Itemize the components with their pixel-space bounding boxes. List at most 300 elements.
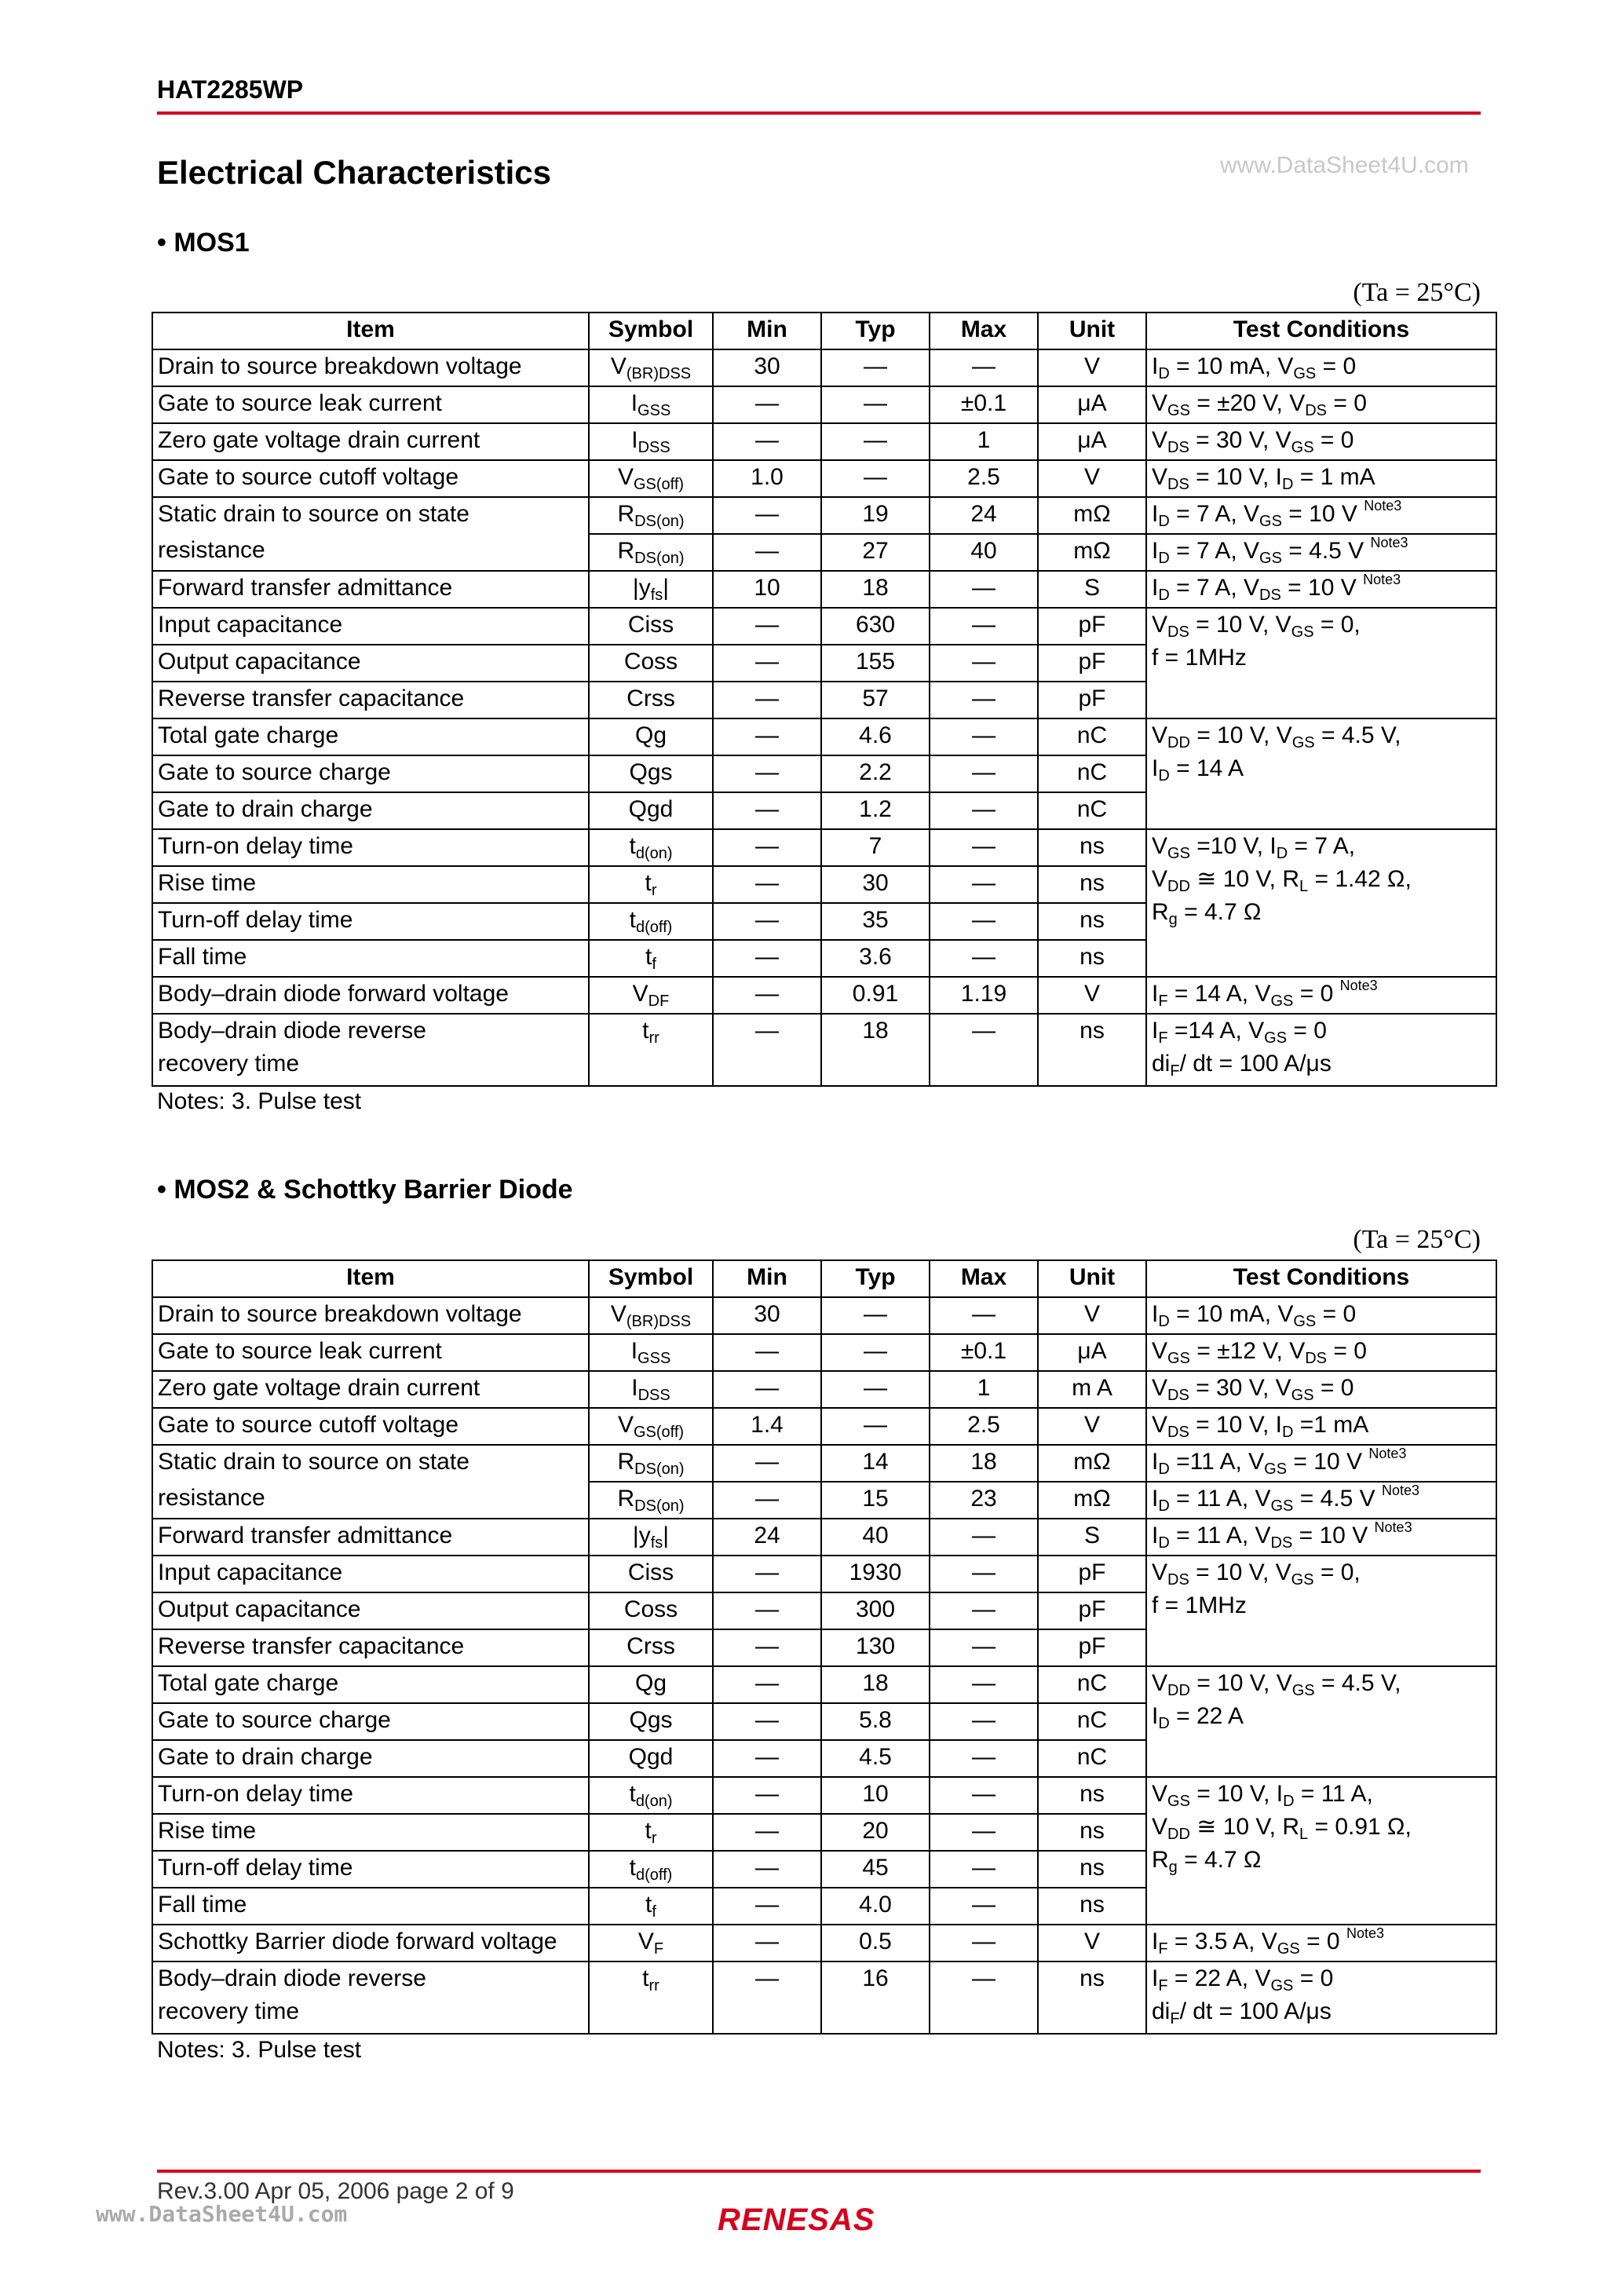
symbol-cell: $R_{DS(on)}$ (589, 1445, 713, 1482)
max-cell: — (930, 1014, 1038, 1086)
typ-cell: — (821, 423, 930, 460)
min-cell: — (713, 1629, 821, 1666)
typ-cell: 35 (821, 903, 930, 940)
unit-cell: ns (1038, 940, 1146, 977)
column-header: Item (152, 313, 589, 349)
test-conditions-cell: $I_D = 7$ A, $V_{GS} = 4.5$ V $^{Note3}$ (1146, 534, 1496, 571)
header-row (152, 1260, 1496, 1297)
test-conditions-cell: $V_{DS} = 30$ V, $V_{GS} = 0$ (1146, 423, 1496, 460)
unit-cell: μA (1038, 386, 1146, 423)
item-cell: Output capacitance (152, 645, 589, 682)
min-cell: — (713, 718, 821, 755)
column-header: Symbol (589, 1260, 713, 1297)
min-cell: — (713, 534, 821, 571)
footer-rule (157, 2170, 1481, 2173)
symbol-cell: Qgs (589, 1703, 713, 1740)
symbol-cell: $t_{d(off)}$ (589, 1851, 713, 1888)
item-cell: Input capacitance (152, 1556, 589, 1592)
unit-cell: V (1038, 977, 1146, 1014)
min-cell: — (713, 1666, 821, 1703)
test-conditions-cell: $I_F = 14$ A, $V_{GS} = 0$ $^{Note3}$ (1146, 977, 1496, 1014)
max-cell: — (930, 349, 1038, 386)
max-cell: — (930, 571, 1038, 608)
typ-cell: — (821, 386, 930, 423)
unit-cell: ns (1038, 1014, 1146, 1086)
min-cell: 1.4 (713, 1408, 821, 1445)
typ-cell: 0.5 (821, 1925, 930, 1961)
column-header: Unit (1038, 313, 1146, 349)
min-cell: — (713, 1482, 821, 1519)
max-cell: — (930, 608, 1038, 645)
typ-cell: 18 (821, 1014, 930, 1086)
mos1-table (152, 312, 1497, 1087)
symbol-cell: $V_F$ (589, 1925, 713, 1961)
renesas-logo: RENESAS (718, 2203, 875, 2237)
max-cell: — (930, 1961, 1038, 2034)
unit-cell: pF (1038, 645, 1146, 682)
unit-cell: nC (1038, 1740, 1146, 1777)
footer-revision: Rev.3.00 Apr 05, 2006 page 2 of 9 (157, 2178, 514, 2204)
item-cell: Turn-off delay time (152, 903, 589, 940)
typ-cell: 18 (821, 571, 930, 608)
header-row (152, 313, 1496, 349)
min-cell: 24 (713, 1519, 821, 1556)
typ-cell: 40 (821, 1519, 930, 1556)
table-row (152, 608, 1496, 645)
item-cell: Gate to source leak current (152, 1334, 589, 1371)
typ-cell: 2.2 (821, 755, 930, 792)
unit-cell: m A (1038, 1371, 1146, 1408)
table-row (152, 349, 1496, 386)
max-cell: ±0.1 (930, 386, 1038, 423)
max-cell: — (930, 645, 1038, 682)
item-cell: Fall time (152, 940, 589, 977)
test-conditions-cell: $V_{DD} = 10$ V, $V_{GS} = 4.5$ V, $I_D = 14$ A (1146, 718, 1496, 829)
table-row (152, 1371, 1496, 1408)
typ-cell: 0.91 (821, 977, 930, 1014)
min-cell: — (713, 1334, 821, 1371)
min-cell: — (713, 1556, 821, 1592)
min-cell: 30 (713, 349, 821, 386)
symbol-cell: $|y_{fs}|$ (589, 1519, 713, 1556)
item-cell: resistance (152, 534, 589, 571)
symbol-cell: Qgd (589, 792, 713, 829)
table-row (152, 1014, 1496, 1086)
max-cell: 40 (930, 534, 1038, 571)
unit-cell: ns (1038, 1814, 1146, 1851)
unit-cell: nC (1038, 792, 1146, 829)
max-cell: 18 (930, 1445, 1038, 1482)
item-cell: Drain to source breakdown voltage (152, 349, 589, 386)
table-row (152, 423, 1496, 460)
column-header: Typ (821, 1260, 930, 1297)
unit-cell: mΩ (1038, 1482, 1146, 1519)
min-cell: — (713, 1961, 821, 2034)
table-row (152, 1961, 1496, 2034)
max-cell: — (930, 1814, 1038, 1851)
max-cell: — (930, 1851, 1038, 1888)
unit-cell: mΩ (1038, 1445, 1146, 1482)
typ-cell: 18 (821, 1666, 930, 1703)
symbol-cell: $t_{rr}$ (589, 1014, 713, 1086)
min-cell: — (713, 1777, 821, 1814)
unit-cell: V (1038, 460, 1146, 497)
typ-cell: 30 (821, 866, 930, 903)
column-header: Test Conditions (1146, 313, 1496, 349)
unit-cell: V (1038, 349, 1146, 386)
column-header: Test Conditions (1146, 1260, 1496, 1297)
min-cell: — (713, 1371, 821, 1408)
typ-cell: — (821, 1334, 930, 1371)
symbol-cell: Coss (589, 1592, 713, 1629)
max-cell: — (930, 1703, 1038, 1740)
symbol-cell: Ciss (589, 1556, 713, 1592)
section-heading-mos1: • MOS1 (157, 228, 250, 258)
max-cell: — (930, 718, 1038, 755)
unit-cell: pF (1038, 1556, 1146, 1592)
unit-cell: pF (1038, 608, 1146, 645)
item-cell: Turn-on delay time (152, 829, 589, 866)
table-row (152, 1334, 1496, 1371)
unit-cell: V (1038, 1925, 1146, 1961)
table-row (152, 1777, 1496, 1814)
typ-cell: 130 (821, 1629, 930, 1666)
max-cell: 2.5 (930, 1408, 1038, 1445)
column-header: Typ (821, 313, 930, 349)
min-cell: 10 (713, 571, 821, 608)
item-cell: Turn-off delay time (152, 1851, 589, 1888)
item-cell: Gate to source cutoff voltage (152, 1408, 589, 1445)
min-cell: 1.0 (713, 460, 821, 497)
symbol-cell: Qg (589, 1666, 713, 1703)
item-cell: Rise time (152, 866, 589, 903)
symbol-cell: $V_{(BR)DSS}$ (589, 349, 713, 386)
column-header: Min (713, 1260, 821, 1297)
column-header: Max (930, 1260, 1038, 1297)
symbol-cell: $R_{DS(on)}$ (589, 1482, 713, 1519)
item-cell: Reverse transfer capacitance (152, 1629, 589, 1666)
table-row (152, 1445, 1496, 1482)
symbol-cell: Ciss (589, 608, 713, 645)
typ-cell: 7 (821, 829, 930, 866)
max-cell: 1 (930, 1371, 1038, 1408)
symbol-cell: Coss (589, 645, 713, 682)
symbol-cell: $I_{GSS}$ (589, 1334, 713, 1371)
test-conditions-cell: $I_D = 10$ mA, $V_{GS} = 0$ (1146, 1297, 1496, 1334)
item-cell: Forward transfer admittance (152, 571, 589, 608)
min-cell: — (713, 497, 821, 534)
typ-cell: 27 (821, 534, 930, 571)
min-cell: — (713, 1703, 821, 1740)
min-cell: — (713, 1888, 821, 1925)
item-cell: Input capacitance (152, 608, 589, 645)
item-cell: Zero gate voltage drain current (152, 423, 589, 460)
min-cell: — (713, 829, 821, 866)
item-cell: Schottky Barrier diode forward voltage (152, 1925, 589, 1961)
symbol-cell: Qgs (589, 755, 713, 792)
min-cell: — (713, 1014, 821, 1086)
max-cell: 1.19 (930, 977, 1038, 1014)
unit-cell: μA (1038, 423, 1146, 460)
symbol-cell: $V_{GS(off)}$ (589, 460, 713, 497)
min-cell: — (713, 386, 821, 423)
item-cell: Turn-on delay time (152, 1777, 589, 1814)
typ-cell: 300 (821, 1592, 930, 1629)
max-cell: — (930, 792, 1038, 829)
max-cell: — (930, 1519, 1038, 1556)
unit-cell: V (1038, 1408, 1146, 1445)
max-cell: — (930, 1592, 1038, 1629)
footer-watermark: www.DataSheet4U.com (96, 2201, 348, 2227)
test-conditions-cell: $I_D = 11$ A, $V_{GS} = 4.5$ V $^{Note3}$ (1146, 1482, 1496, 1519)
test-conditions-cell: $I_D =11$ A, $V_{GS} = 10$ V $^{Note3}$ (1146, 1445, 1496, 1482)
max-cell: — (930, 755, 1038, 792)
column-header: Unit (1038, 1260, 1146, 1297)
item-cell: Total gate charge (152, 1666, 589, 1703)
test-conditions-cell: $I_D = 7$ A, $V_{DS} = 10$ V $^{Note3}$ (1146, 571, 1496, 608)
unit-cell: ns (1038, 903, 1146, 940)
table-row (152, 386, 1496, 423)
item-cell: Fall time (152, 1888, 589, 1925)
test-conditions-cell: $V_{DS} = 10$ V, $V_{GS} = 0$, f = 1MHz (1146, 1556, 1496, 1666)
item-cell: Reverse transfer capacitance (152, 682, 589, 718)
symbol-cell: $R_{DS(on)}$ (589, 534, 713, 571)
typ-cell: 1.2 (821, 792, 930, 829)
unit-cell: pF (1038, 1592, 1146, 1629)
max-cell: — (930, 1925, 1038, 1961)
item-cell: Drain to source breakdown voltage (152, 1297, 589, 1334)
symbol-cell: $V_{GS(off)}$ (589, 1408, 713, 1445)
unit-cell: ns (1038, 866, 1146, 903)
max-cell: — (930, 1666, 1038, 1703)
max-cell: — (930, 829, 1038, 866)
table-row (152, 1297, 1496, 1334)
unit-cell: mΩ (1038, 497, 1146, 534)
min-cell: — (713, 1851, 821, 1888)
item-cell: Zero gate voltage drain current (152, 1371, 589, 1408)
symbol-cell: $I_{GSS}$ (589, 386, 713, 423)
item-cell: Body–drain diode reverse recovery time (152, 1014, 589, 1086)
symbol-cell: Crss (589, 682, 713, 718)
max-cell: — (930, 1888, 1038, 1925)
table-row (152, 1408, 1496, 1445)
unit-cell: nC (1038, 1703, 1146, 1740)
typ-cell: 4.6 (821, 718, 930, 755)
test-conditions-cell: $I_D = 11$ A, $V_{DS} = 10$ V $^{Note3}$ (1146, 1519, 1496, 1556)
max-cell: — (930, 1297, 1038, 1334)
header-rule (157, 112, 1481, 115)
min-cell: — (713, 903, 821, 940)
item-cell: Total gate charge (152, 718, 589, 755)
test-conditions-cell: $V_{DS} = 10$ V, $I_D =1$ mA (1146, 1408, 1496, 1445)
notes-mos1: Notes: 3. Pulse test (157, 1088, 362, 1114)
ta-condition-mos2: (Ta = 25°C) (1353, 1225, 1481, 1254)
column-header: Max (930, 313, 1038, 349)
typ-cell: — (821, 460, 930, 497)
min-cell: — (713, 682, 821, 718)
column-header: Min (713, 313, 821, 349)
table-row (152, 534, 1496, 571)
test-conditions-cell: $I_F =14$ A, $V_{GS} = 0$ $di_F/$ dt = 100 A/μs (1146, 1014, 1496, 1086)
table-row (152, 1482, 1496, 1519)
typ-cell: 5.8 (821, 1703, 930, 1740)
unit-cell: ns (1038, 1851, 1146, 1888)
test-conditions-cell: $V_{GS} =10$ V, $I_D = 7$ A, $V_{DD}$ ≅ 10 V, $R_L = 1.42$ Ω, $R_g = 4.7$ Ω (1146, 829, 1496, 977)
symbol-cell: $|y_{fs}|$ (589, 571, 713, 608)
typ-cell: — (821, 1408, 930, 1445)
unit-cell: ns (1038, 829, 1146, 866)
symbol-cell: $t_f$ (589, 1888, 713, 1925)
ta-condition-mos1: (Ta = 25°C) (1353, 278, 1481, 307)
table-row (152, 718, 1496, 755)
symbol-cell: $t_{d(on)}$ (589, 1777, 713, 1814)
typ-cell: 20 (821, 1814, 930, 1851)
unit-cell: ns (1038, 1961, 1146, 2034)
min-cell: — (713, 608, 821, 645)
item-cell: Static drain to source on state (152, 1445, 589, 1482)
typ-cell: 3.6 (821, 940, 930, 977)
item-cell: Gate to drain charge (152, 792, 589, 829)
column-header: Item (152, 1260, 589, 1297)
symbol-cell: $t_{d(on)}$ (589, 829, 713, 866)
symbol-cell: $t_f$ (589, 940, 713, 977)
item-cell: Forward transfer admittance (152, 1519, 589, 1556)
typ-cell: 19 (821, 497, 930, 534)
typ-cell: 14 (821, 1445, 930, 1482)
test-conditions-cell: $V_{GS} = \pm 20$ V, $V_{DS} = 0$ (1146, 386, 1496, 423)
unit-cell: nC (1038, 755, 1146, 792)
unit-cell: μA (1038, 1334, 1146, 1371)
unit-cell: V (1038, 1297, 1146, 1334)
typ-cell: — (821, 1297, 930, 1334)
test-conditions-cell: $V_{DS} = 10$ V, $V_{GS} = 0$, f = 1MHz (1146, 608, 1496, 718)
item-cell: Gate to source charge (152, 1703, 589, 1740)
max-cell: 24 (930, 497, 1038, 534)
test-conditions-cell: $V_{GS} = 10$ V, $I_D = 11$ A, $V_{DD}$ ≅ 10 V, $R_L = 0.91$ Ω, $R_g = 4.7$ Ω (1146, 1777, 1496, 1925)
unit-cell: nC (1038, 1666, 1146, 1703)
unit-cell: S (1038, 571, 1146, 608)
min-cell: — (713, 645, 821, 682)
max-cell: — (930, 1740, 1038, 1777)
max-cell: — (930, 903, 1038, 940)
symbol-cell: $t_r$ (589, 1814, 713, 1851)
table-row (152, 460, 1496, 497)
table-row (152, 1925, 1496, 1961)
symbol-cell: $R_{DS(on)}$ (589, 497, 713, 534)
max-cell: — (930, 1777, 1038, 1814)
typ-cell: 15 (821, 1482, 930, 1519)
max-cell: 2.5 (930, 460, 1038, 497)
table-row (152, 1556, 1496, 1592)
test-conditions-cell: $V_{GS} = \pm 12$ V, $V_{DS} = 0$ (1146, 1334, 1496, 1371)
typ-cell: 4.5 (821, 1740, 930, 1777)
test-conditions-cell: $V_{DS} = 10$ V, $I_D = 1$ mA (1146, 460, 1496, 497)
test-conditions-cell: $I_D = 7$ A, $V_{GS} = 10$ V $^{Note3}$ (1146, 497, 1496, 534)
min-cell: — (713, 792, 821, 829)
typ-cell: — (821, 1371, 930, 1408)
item-cell: Gate to drain charge (152, 1740, 589, 1777)
symbol-cell: $V_{DF}$ (589, 977, 713, 1014)
symbol-cell: Qg (589, 718, 713, 755)
test-conditions-cell: $I_F = 22$ A, $V_{GS} = 0$ $di_F/$ dt = 100 A/μs (1146, 1961, 1496, 2034)
unit-cell: S (1038, 1519, 1146, 1556)
max-cell: 23 (930, 1482, 1038, 1519)
watermark: www.DataSheet4U.com (1220, 152, 1469, 178)
typ-cell: 155 (821, 645, 930, 682)
max-cell: — (930, 1556, 1038, 1592)
unit-cell: mΩ (1038, 534, 1146, 571)
min-cell: — (713, 1925, 821, 1961)
max-cell: — (930, 682, 1038, 718)
notes-mos2: Notes: 3. Pulse test (157, 2037, 362, 2063)
item-cell: Output capacitance (152, 1592, 589, 1629)
item-cell: Body–drain diode forward voltage (152, 977, 589, 1014)
symbol-cell: $t_{d(off)}$ (589, 903, 713, 940)
page-title: Electrical Characteristics (157, 154, 551, 191)
unit-cell: ns (1038, 1777, 1146, 1814)
item-cell: Gate to source charge (152, 755, 589, 792)
typ-cell: 16 (821, 1961, 930, 2034)
item-cell: Gate to source leak current (152, 386, 589, 423)
test-conditions-cell: $I_D = 10$ mA, $V_{GS} = 0$ (1146, 349, 1496, 386)
min-cell: — (713, 866, 821, 903)
max-cell: ±0.1 (930, 1334, 1038, 1371)
min-cell: — (713, 1592, 821, 1629)
unit-cell: pF (1038, 1629, 1146, 1666)
table-row (152, 977, 1496, 1014)
min-cell: — (713, 1740, 821, 1777)
symbol-cell: $V_{(BR)DSS}$ (589, 1297, 713, 1334)
item-cell: Body–drain diode reverse recovery time (152, 1961, 589, 2034)
max-cell: — (930, 866, 1038, 903)
table-row (152, 1666, 1496, 1703)
mos2-table (152, 1260, 1497, 2035)
symbol-cell: Crss (589, 1629, 713, 1666)
typ-cell: — (821, 349, 930, 386)
test-conditions-cell: $I_F = 3.5$ A, $V_{GS} = 0$ $^{Note3}$ (1146, 1925, 1496, 1961)
unit-cell: ns (1038, 1888, 1146, 1925)
max-cell: — (930, 940, 1038, 977)
unit-cell: nC (1038, 718, 1146, 755)
table-row (152, 571, 1496, 608)
typ-cell: 45 (821, 1851, 930, 1888)
min-cell: — (713, 1814, 821, 1851)
max-cell: — (930, 1629, 1038, 1666)
typ-cell: 4.0 (821, 1888, 930, 1925)
typ-cell: 630 (821, 608, 930, 645)
item-cell: Gate to source cutoff voltage (152, 460, 589, 497)
section-heading-mos2: • MOS2 & Schottky Barrier Diode (157, 1175, 573, 1205)
table-row (152, 829, 1496, 866)
table-row (152, 1519, 1496, 1556)
symbol-cell: $t_{rr}$ (589, 1961, 713, 2034)
table-row (152, 497, 1496, 534)
min-cell: — (713, 423, 821, 460)
unit-cell: pF (1038, 682, 1146, 718)
symbol-cell: $t_r$ (589, 866, 713, 903)
min-cell: — (713, 755, 821, 792)
part-number: HAT2285WP (157, 75, 304, 104)
min-cell: — (713, 1445, 821, 1482)
item-cell: Static drain to source on state (152, 497, 589, 534)
symbol-cell: Qgd (589, 1740, 713, 1777)
min-cell: — (713, 977, 821, 1014)
typ-cell: 10 (821, 1777, 930, 1814)
symbol-cell: $I_{DSS}$ (589, 423, 713, 460)
min-cell: 30 (713, 1297, 821, 1334)
item-cell: resistance (152, 1482, 589, 1519)
test-conditions-cell: $V_{DS} = 30$ V, $V_{GS} = 0$ (1146, 1371, 1496, 1408)
